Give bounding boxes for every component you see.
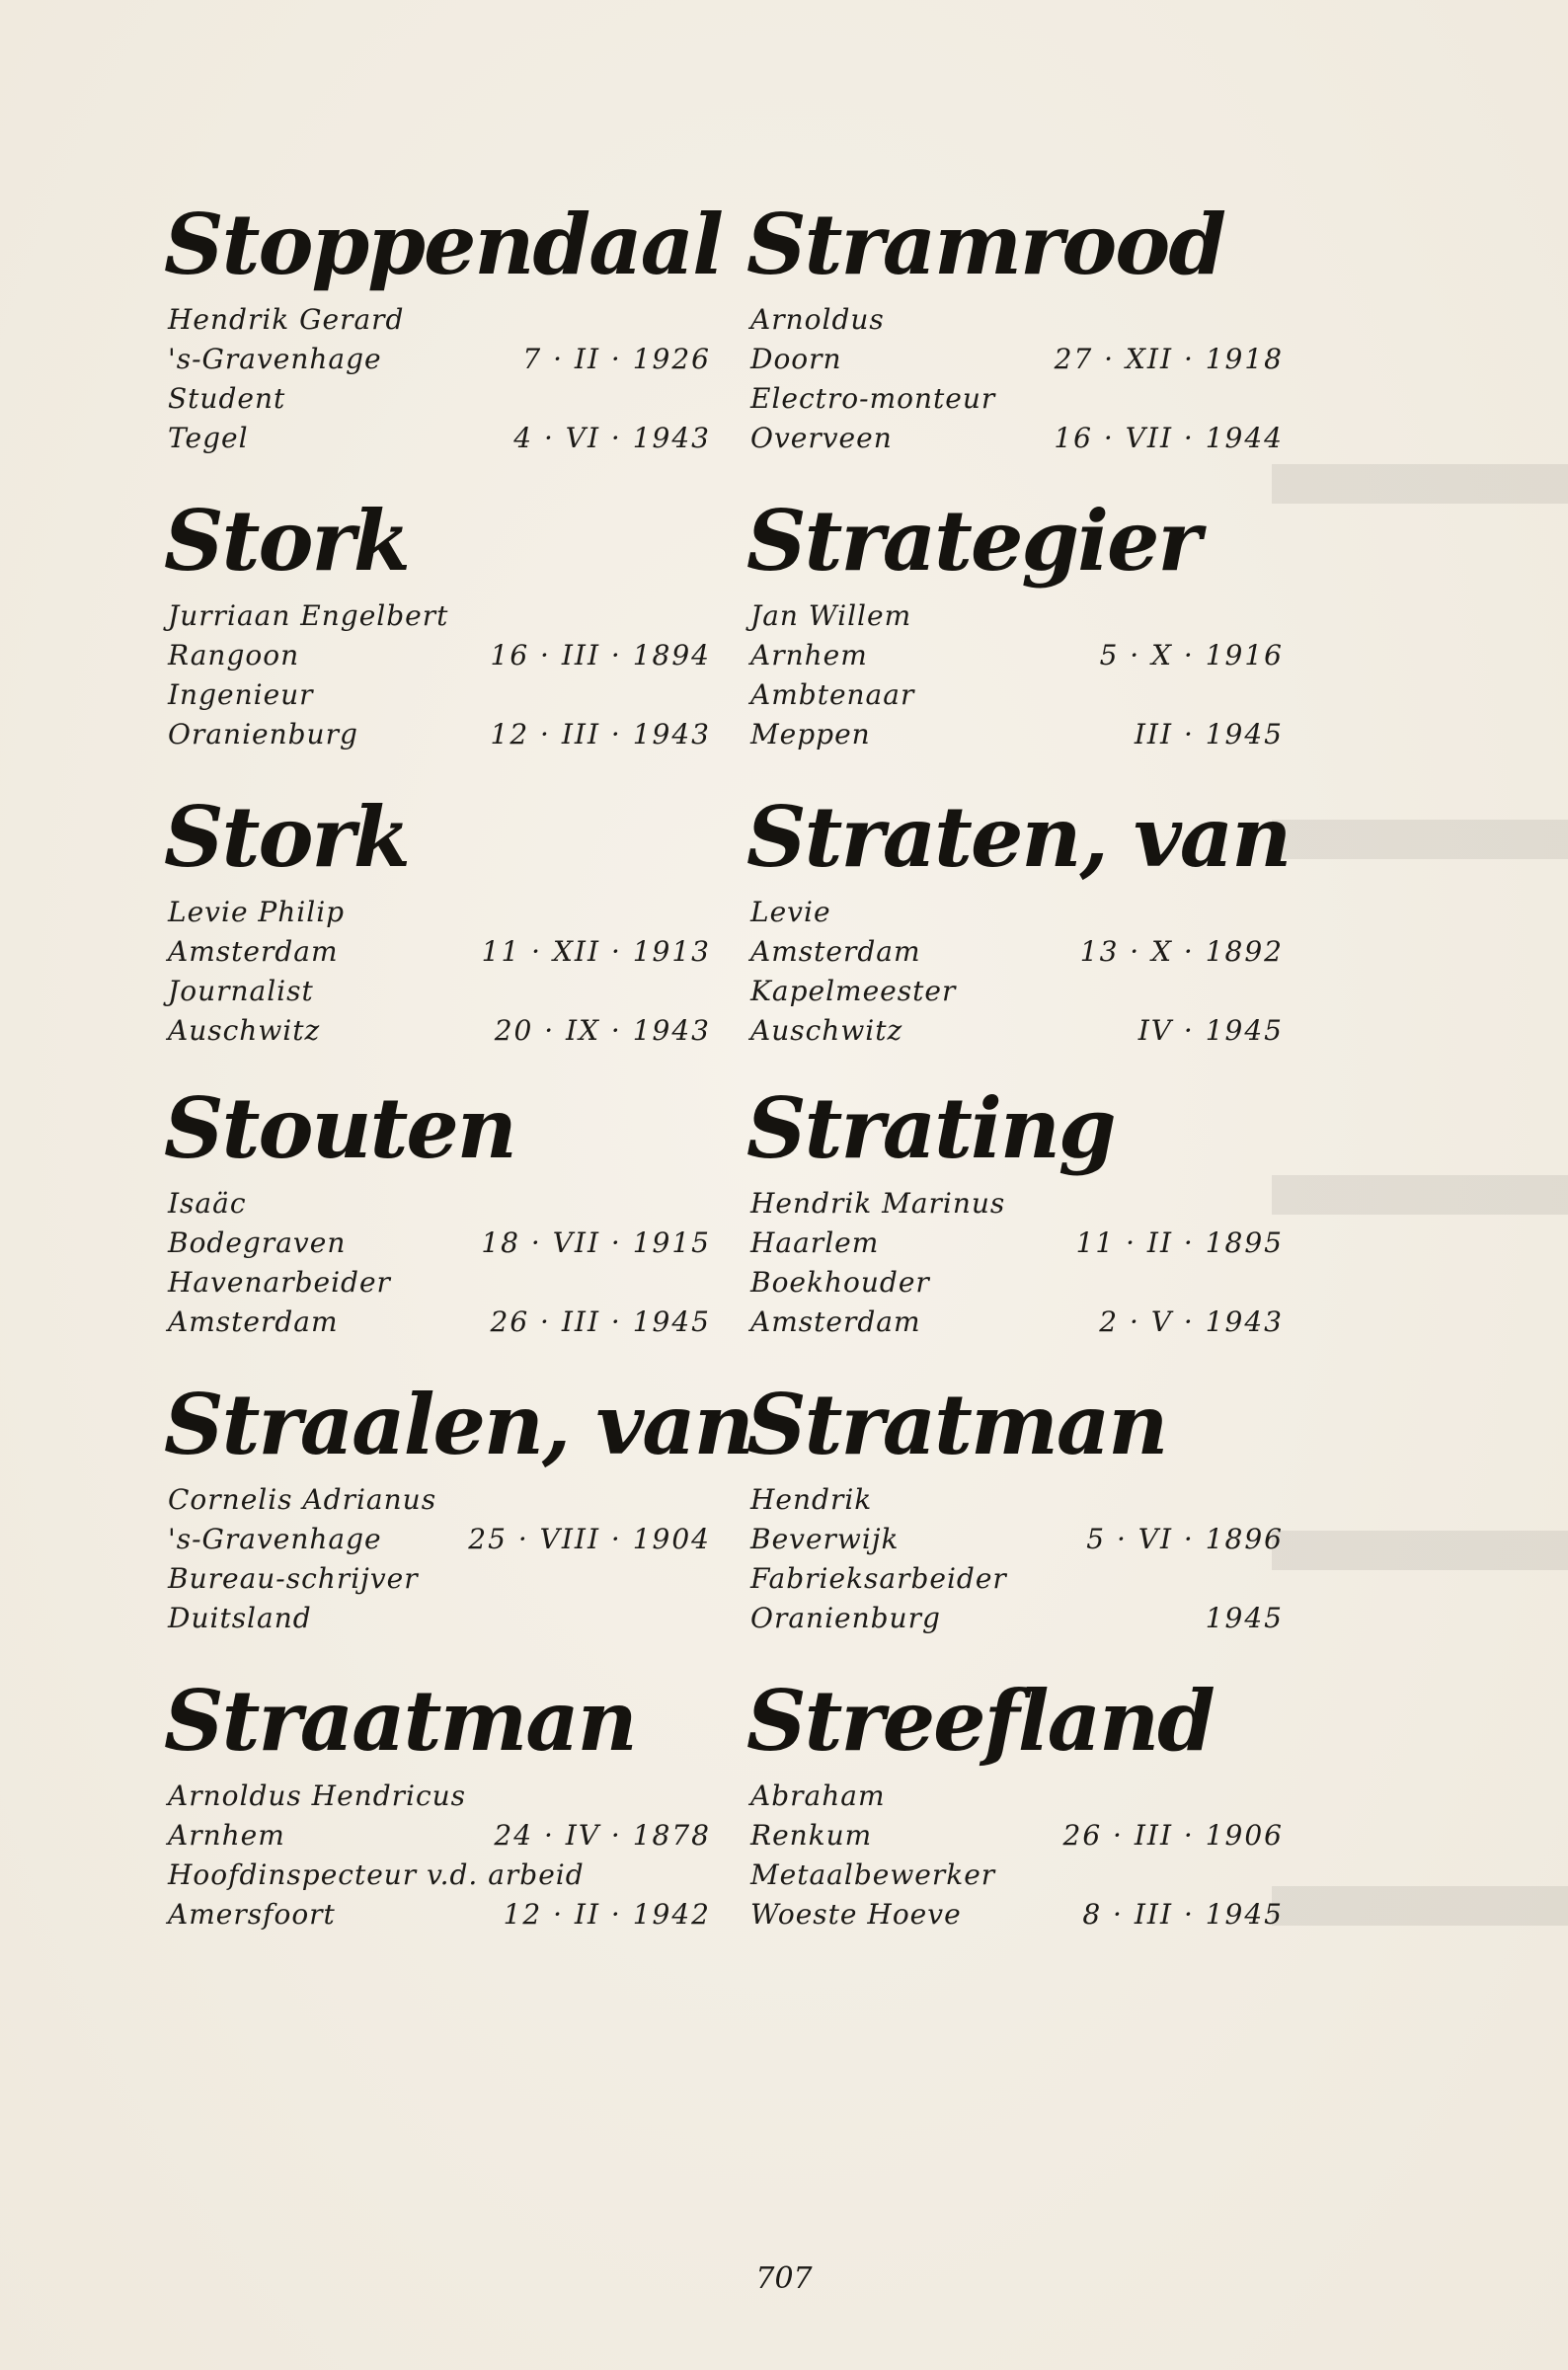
entry-surname: Stork: [164, 788, 409, 886]
entry-row-given: [750, 300, 1284, 340]
entry-row-occupation: [750, 1263, 1284, 1303]
entry-given: Abraham: [750, 1779, 886, 1812]
entry-surname: Stratman: [746, 1376, 1167, 1473]
entry-surname: Stork: [164, 492, 409, 590]
entry-row-occupation: [750, 675, 1284, 715]
entry-row-deathplace: [750, 1599, 1284, 1638]
entry-deathdate: 16 · VII · 1944: [1054, 422, 1284, 454]
entry-deathdate: 12 · III · 1943: [490, 718, 711, 750]
register-entry: [746, 196, 1284, 458]
entry-row-birthplace: [168, 1816, 711, 1856]
entry-birthplace: Amsterdam: [168, 935, 339, 968]
entry-row-given: [750, 1480, 1284, 1520]
entry-row-occupation: [750, 1559, 1284, 1599]
entry-birthplace: Renkum: [750, 1819, 873, 1852]
entry-row-deathplace: [750, 1011, 1284, 1051]
entry-deathplace: Oranienburg: [168, 718, 358, 750]
entry-given: Arnoldus Hendricus: [168, 1779, 467, 1812]
entry-row-occupation: [168, 972, 711, 1011]
entry-row-occupation: [168, 1263, 711, 1303]
entry-row-deathplace: [168, 1895, 711, 1935]
entry-row-birthplace: [168, 932, 711, 972]
entry-surname: Straten, van: [746, 788, 1291, 886]
entry-birthplace: 's-Gravenhage: [168, 1523, 382, 1555]
entry-birthdate: 16 · III · 1894: [490, 639, 711, 672]
entry-row-given: [168, 1184, 711, 1224]
entry-row-given: [168, 1480, 711, 1520]
entry-given: Levie Philip: [168, 896, 346, 928]
entry-birthdate: 7 · II · 1926: [522, 343, 711, 375]
entry-birthplace: Arnhem: [168, 1819, 285, 1852]
entry-birthplace: Arnhem: [750, 639, 868, 672]
entry-birthdate: 11 · XII · 1913: [481, 935, 711, 968]
register-entry: [164, 492, 711, 754]
entry-deathdate: 12 · II · 1942: [503, 1898, 711, 1931]
entry-given: Cornelis Adrianus: [168, 1483, 437, 1516]
entry-birthplace: Doorn: [750, 343, 842, 375]
entry-row-given: [750, 1184, 1284, 1224]
register-entry: [746, 492, 1284, 754]
entry-occupation: Hoofdinspecteur v.d. arbeid: [168, 1858, 585, 1891]
entry-occupation: Boekhouder: [750, 1266, 930, 1299]
entry-deathdate: 4 · VI · 1943: [513, 422, 711, 454]
entry-birthdate: 24 · IV · 1878: [494, 1819, 711, 1852]
entry-deathdate: III · 1945: [1134, 718, 1284, 750]
entry-surname: Straalen, van: [164, 1376, 752, 1473]
entry-surname: Stramrood: [746, 196, 1225, 293]
entry-deathplace: Amersfoort: [168, 1898, 336, 1931]
entry-deathplace: Duitsland: [168, 1602, 312, 1634]
register-entry: [746, 1079, 1284, 1342]
entry-given: Levie: [750, 896, 831, 928]
entry-occupation: Ambtenaar: [750, 678, 915, 711]
entry-birthdate: 26 · III · 1906: [1062, 1819, 1284, 1852]
register-entry: [164, 1079, 711, 1342]
entry-birthdate: 25 · VIII · 1904: [468, 1523, 711, 1555]
entry-given: Jurriaan Engelbert: [168, 599, 449, 632]
entry-row-deathplace: [168, 1599, 711, 1638]
entry-birthdate: 5 · VI · 1896: [1086, 1523, 1284, 1555]
entry-deathdate: 8 · III · 1945: [1082, 1898, 1284, 1931]
entry-row-deathplace: [750, 715, 1284, 754]
register-entry: [746, 788, 1291, 1051]
entry-deathdate: 26 · III · 1945: [490, 1305, 711, 1338]
register-entry: [746, 1376, 1284, 1638]
entry-surname: Stouten: [164, 1079, 515, 1177]
entry-row-birthplace: [168, 1520, 711, 1559]
entry-surname: Streefland: [746, 1672, 1214, 1770]
register-entry: [746, 1672, 1284, 1935]
page-number: 707: [755, 2261, 813, 2296]
entry-deathdate: 1945: [1205, 1602, 1284, 1634]
entry-row-birthplace: [750, 1816, 1284, 1856]
entry-deathplace: Amsterdam: [168, 1305, 339, 1338]
entry-row-given: [168, 893, 711, 932]
entry-deathplace: Oranienburg: [750, 1602, 941, 1634]
entry-occupation: Ingenieur: [168, 678, 314, 711]
entry-surname: Straatman: [164, 1672, 636, 1770]
entry-row-deathplace: [750, 1895, 1284, 1935]
entry-row-birthplace: [750, 932, 1284, 972]
entry-deathplace: Tegel: [168, 422, 249, 454]
entry-birthplace: Haarlem: [750, 1226, 880, 1259]
entry-birthplace: Beverwijk: [750, 1523, 900, 1555]
entry-surname: Strategier: [746, 492, 1200, 590]
register-entry: [164, 1376, 752, 1638]
entry-birthdate: 27 · XII · 1918: [1054, 343, 1284, 375]
entry-deathplace: Amsterdam: [750, 1305, 921, 1338]
entry-birthplace: Rangoon: [168, 639, 300, 672]
entry-occupation: Kapelmeester: [750, 975, 957, 1007]
entry-row-given: [168, 596, 711, 636]
entry-occupation: Student: [168, 382, 286, 415]
entry-occupation: Journalist: [168, 975, 314, 1007]
entry-row-deathplace: [168, 715, 711, 754]
entry-row-given: [168, 300, 711, 340]
entry-given: Hendrik Gerard: [168, 303, 405, 336]
entry-row-birthplace: [750, 1520, 1284, 1559]
register-entry: [164, 196, 722, 458]
entry-surname: Stoppendaal: [164, 196, 722, 293]
entry-deathdate: 20 · IX · 1943: [494, 1014, 711, 1047]
entry-deathplace: Auschwitz: [168, 1014, 321, 1047]
entry-given: Arnoldus: [750, 303, 885, 336]
entry-row-deathplace: [168, 1011, 711, 1051]
entry-row-occupation: [168, 1559, 711, 1599]
entry-given: Hendrik: [750, 1483, 873, 1516]
entry-birthplace: Amsterdam: [750, 935, 921, 968]
entry-row-occupation: [168, 1856, 711, 1895]
entry-birthplace: 's-Gravenhage: [168, 343, 382, 375]
entry-row-occupation: [750, 972, 1284, 1011]
entry-deathplace: Meppen: [750, 718, 871, 750]
entry-row-birthplace: [168, 340, 711, 379]
entry-birthplace: Bodegraven: [168, 1226, 347, 1259]
entry-deathdate: 2 · V · 1943: [1099, 1305, 1284, 1338]
entry-deathplace: Auschwitz: [750, 1014, 903, 1047]
entry-occupation: Havenarbeider: [168, 1266, 391, 1299]
entry-birthdate: 13 · X · 1892: [1079, 935, 1284, 968]
entry-row-occupation: [750, 379, 1284, 419]
entry-occupation: Metaalbewerker: [750, 1858, 996, 1891]
entry-row-given: [750, 893, 1284, 932]
entry-deathplace: Woeste Hoeve: [750, 1898, 962, 1931]
entry-surname: Strating: [746, 1079, 1115, 1177]
entry-row-birthplace: [168, 636, 711, 675]
entry-row-deathplace: [168, 1303, 711, 1342]
entry-occupation: Electro-monteur: [750, 382, 996, 415]
entry-birthdate: 11 · II · 1895: [1075, 1226, 1284, 1259]
entry-row-given: [168, 1777, 711, 1816]
entry-given: Jan Willem: [750, 599, 912, 632]
entry-row-deathplace: [168, 419, 711, 458]
entry-deathdate: IV · 1945: [1137, 1014, 1284, 1047]
entry-row-deathplace: [750, 1303, 1284, 1342]
entry-given: Isaäc: [168, 1187, 247, 1220]
entry-occupation: Bureau-schrijver: [168, 1562, 419, 1595]
entry-birthdate: 5 · X · 1916: [1099, 639, 1284, 672]
entry-row-occupation: [168, 379, 711, 419]
register-entry: [164, 788, 711, 1051]
entry-row-occupation: [750, 1856, 1284, 1895]
entry-given: Hendrik Marinus: [750, 1187, 1006, 1220]
entry-row-birthplace: [750, 1224, 1284, 1263]
entry-row-given: [750, 1777, 1284, 1816]
entry-row-birthplace: [750, 636, 1284, 675]
entry-occupation: Fabrieksarbeider: [750, 1562, 1007, 1595]
register-entry: [164, 1672, 711, 1935]
entry-row-birthplace: [750, 340, 1284, 379]
entry-birthdate: 18 · VII · 1915: [481, 1226, 711, 1259]
entry-row-occupation: [168, 675, 711, 715]
entry-row-given: [750, 596, 1284, 636]
entry-deathplace: Overveen: [750, 422, 893, 454]
entry-row-deathplace: [750, 419, 1284, 458]
bleed-through-shadow: [1272, 178, 1568, 1955]
entry-row-birthplace: [168, 1224, 711, 1263]
